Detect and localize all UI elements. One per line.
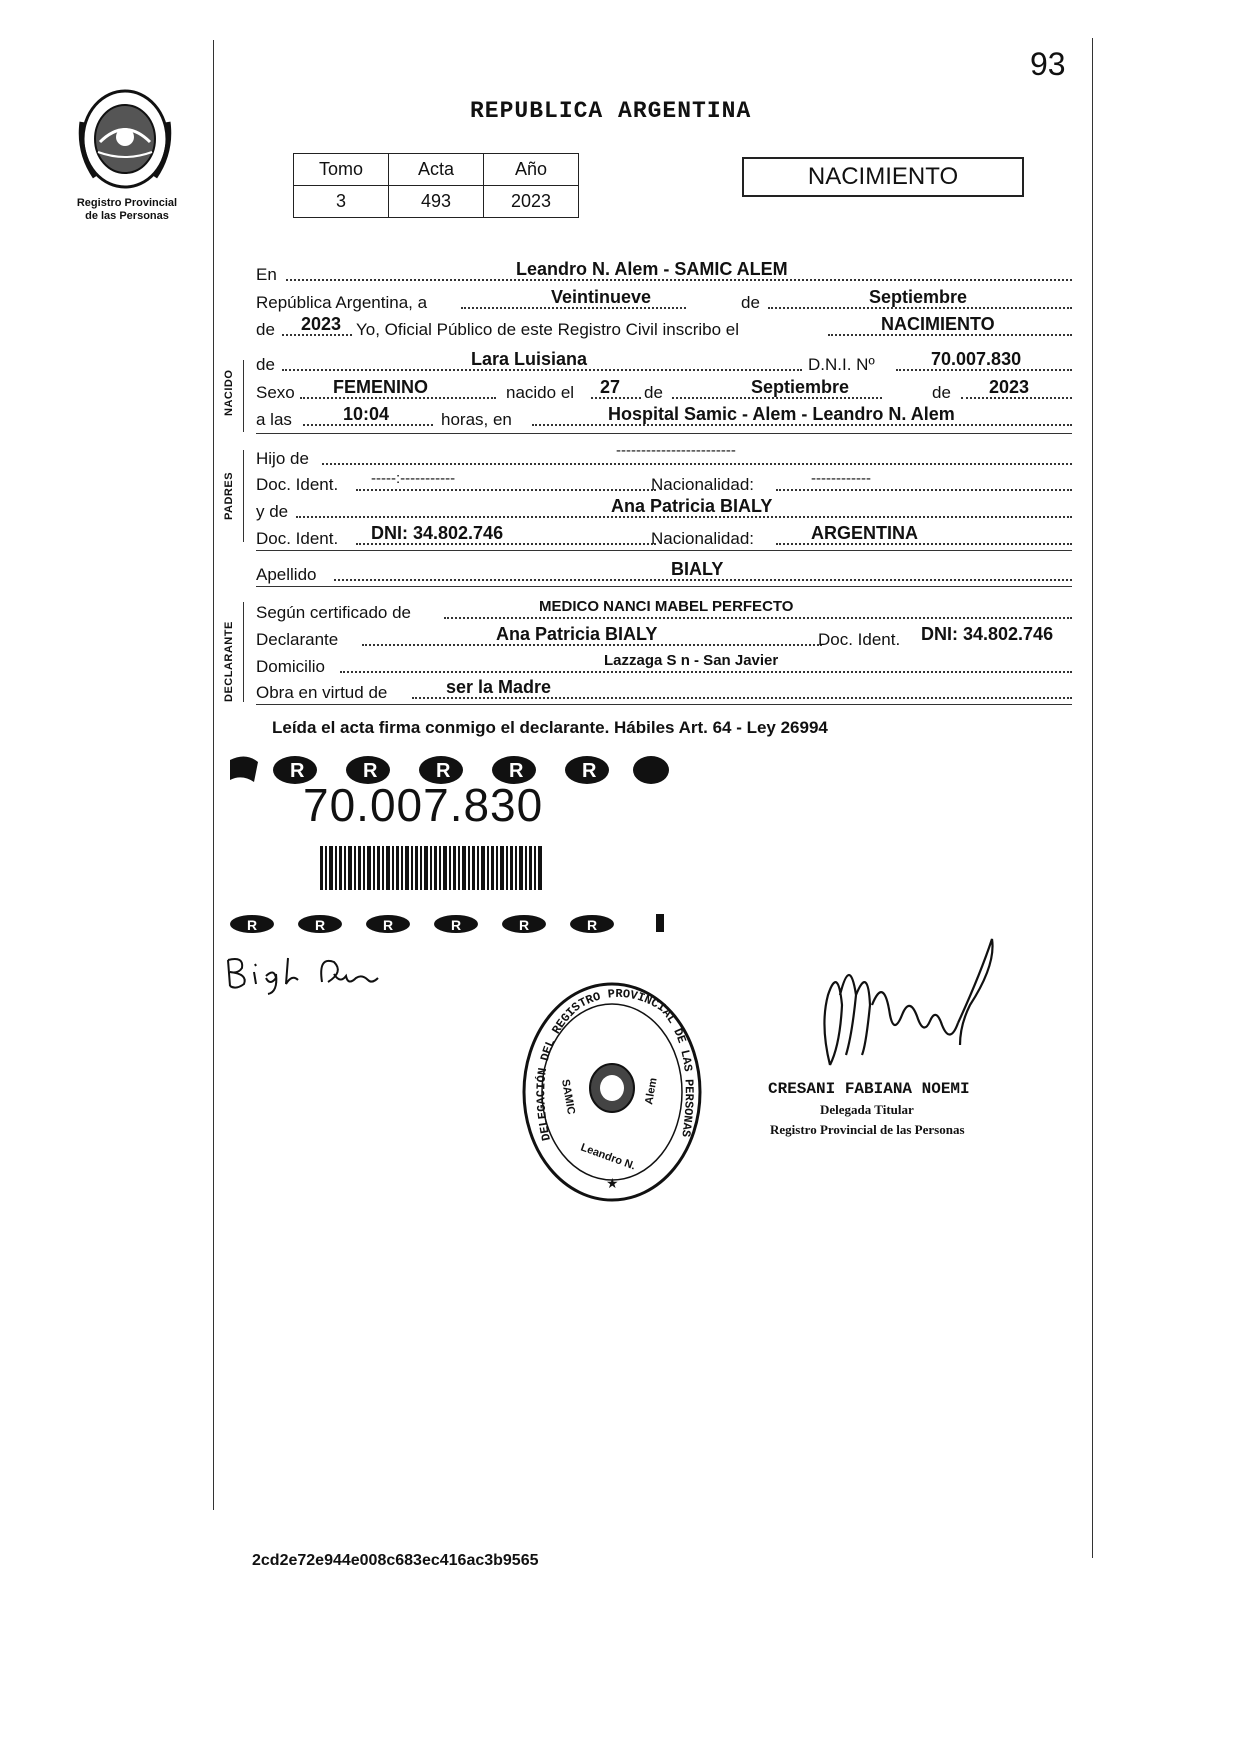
value-declarante: Ana Patricia BIALY [496,624,658,644]
section-label-declarante: DECLARANTE [223,621,235,702]
value-obra: ser la Madre [446,677,552,697]
value-dia: Veintinueve [551,287,652,307]
value-hijo-de: ------------------------ [616,442,736,459]
label-doc-madre: Doc. Ident. [256,529,339,548]
field-row-declarante [256,625,1072,650]
value-apellido: BIALY [671,559,724,579]
value-doc-declarante: DNI: 34.802.746 [921,624,1054,644]
label-de-anio: de [256,320,275,339]
document-title: REPUBLICA ARGENTINA [470,98,752,124]
label-nacido-el: nacido el [506,383,575,402]
divider-apellido [256,586,1072,587]
label-en: En [256,265,277,284]
value-nac-madre: ARGENTINA [811,523,918,543]
label-a-las: a las [256,410,292,429]
officer-signature-icon [810,935,1000,1075]
label-de-2: de [932,383,951,402]
label-certificado: Según certificado de [256,603,411,622]
svg-text:R: R [587,917,598,933]
declarante-bracket [243,602,244,702]
page-number: 93 [1030,46,1066,82]
svg-text:R: R [363,760,378,782]
registry-table [293,153,579,218]
legal-text: Leída el acta firma conmigo el declarante. Hábiles Art. 64 - Ley 26994 [272,718,828,737]
label-domicilio: Domicilio [256,657,325,676]
padres-bracket [243,450,244,542]
field-row-nombre [256,350,1072,375]
value-certificado: MEDICO NANCI MABEL PERFECTO [539,598,794,615]
value-en: Leandro N. Alem - SAMIC ALEM [516,259,788,279]
table-header-acta: Acta [389,154,484,186]
field-row-certificado [256,598,1072,623]
divider-nacido [256,433,1072,434]
right-margin-line [1092,38,1093,1558]
value-dni: 70.007.830 [931,349,1022,369]
nacido-bracket [243,360,244,432]
svg-text:R: R [247,917,258,933]
svg-text:R: R [451,917,462,933]
section-label-nacido: NACIDO [223,369,235,416]
table-cell-tomo: 3 [294,186,389,218]
label-nac-padre: Nacionalidad: [651,475,755,494]
label-de-mes: de [741,293,760,312]
value-nac-padre: ------------ [811,470,871,487]
officer-organization: Registro Provincial de las Personas [770,1122,965,1137]
label-obra: Obra en virtud de [256,683,388,702]
svg-text:★: ★ [606,1175,619,1191]
svg-text:R: R [383,917,394,933]
svg-text:R: R [582,760,597,782]
divider-padres [256,550,1072,551]
official-seal-icon [520,980,705,1205]
svg-text:R: R [436,760,451,782]
section-label-padres: PADRES [223,471,235,520]
logo-caption: Registro Provincial de las Personas [76,197,178,222]
field-row-anio [256,315,1072,340]
value-sexo: FEMENINO [333,377,429,397]
label-y-de: y de [256,502,289,521]
svg-text:R: R [315,917,326,933]
label-declarante: Declarante [256,630,339,649]
label-apellido: Apellido [256,565,317,584]
table-header-tomo: Tomo [294,154,389,186]
value-hora: 10:04 [343,404,390,424]
svg-text:R: R [509,760,524,782]
label-de-nombre: de [256,355,275,374]
label-de-1: de [644,383,663,402]
coat-of-arms-logo-icon [70,82,180,192]
label-doc-padre: Doc. Ident. [256,475,339,494]
stamp-number: 70.007.830 [303,779,544,831]
value-domicilio: Lazzaga S n - San Javier [604,652,779,669]
field-row-en [256,260,1072,285]
divider-declarante [256,704,1072,705]
label-dni: D.N.I. Nº [808,355,875,374]
value-nombre: Lara Luisiana [471,349,588,369]
certificate-type-box: NACIMIENTO [742,157,1024,197]
value-anio: 2023 [301,314,342,334]
value-dia-nac: 27 [600,377,621,397]
field-row-doc-madre [256,524,1072,549]
label-nac-madre: Nacionalidad: [651,529,755,548]
table-cell-anio: 2023 [484,186,579,218]
field-row-domicilio [256,652,1072,677]
officer-name: CRESANI FABIANA NOEMI [768,1080,970,1098]
officer-role: Delegada Titular [820,1102,914,1117]
svg-text:R: R [290,760,305,782]
field-row-doc-padre [256,470,1072,495]
value-anio-nac: 2023 [989,377,1030,397]
field-row-y-de [256,497,1072,522]
label-sexo: Sexo [256,383,295,402]
svg-text:Alem: Alem [643,1076,660,1106]
left-margin-line [213,40,214,1510]
field-row-hijo-de [256,444,1072,469]
label-horas-en: horas, en [441,410,512,429]
field-row-republica [256,288,1072,313]
label-hijo-de: Hijo de [256,449,309,468]
svg-text:Leandro N.: Leandro N. [578,1141,638,1173]
svg-text:SAMIC: SAMIC [559,1078,578,1116]
label-republica: República Argentina, a [256,293,428,312]
value-mes-nac: Septiembre [751,377,850,397]
field-row-apellido [256,560,1072,585]
field-row-hora [256,405,1072,430]
value-mes: Septiembre [869,287,968,307]
field-row-obra [256,678,1072,703]
value-doc-padre: -----:----------- [371,470,456,487]
field-row-sexo [256,378,1072,403]
table-cell-acta: 493 [389,186,484,218]
value-lugar: Hospital Samic - Alem - Leandro N. Alem [608,404,955,424]
value-tipo: NACIMIENTO [881,314,995,334]
value-doc-madre: DNI: 34.802.746 [371,523,504,543]
label-doc-declarante: Doc. Ident. [818,630,901,649]
label-inscribo: Yo, Oficial Público de este Registro Civil inscribo el [356,320,739,339]
declarant-signature-icon [222,948,392,998]
table-header-anio: Año [484,154,579,186]
document-hash: 2cd2e72e944e008c683ec416ac3b9565 [252,1552,539,1569]
value-madre: Ana Patricia BIALY [611,496,773,516]
svg-text:DELEGACIÓN DEL REGISTRO PROVIN: DELEGACIÓN DEL REGISTRO PROVINCIAL DE LAS PERSONAS [534,986,696,1142]
svg-text:R: R [519,917,530,933]
